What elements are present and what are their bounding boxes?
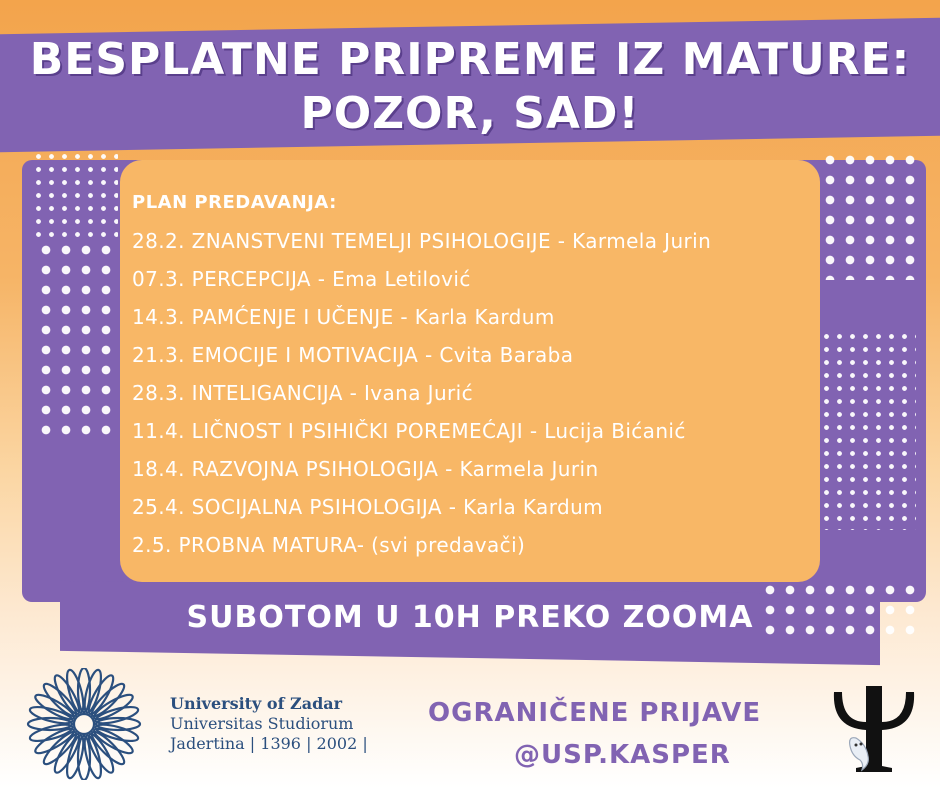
- lecture-item: 14.3. PAMĆENJE I UČENJE - Karla Kardum: [132, 305, 555, 329]
- instagram-handle[interactable]: @USP.KASPER: [514, 740, 731, 770]
- dots-left: [36, 240, 116, 440]
- title-line-2: POZOR, SAD!: [300, 88, 640, 139]
- lecture-item: 11.4. LIČNOST I PSIHIČKI POREMEĆAJI - Lucija Bićanić: [132, 419, 686, 443]
- lecture-list: [132, 226, 711, 568]
- lecture-plan-panel: [120, 160, 820, 582]
- university-name: University of Zadar: [170, 694, 343, 713]
- plan-heading: PLAN PREDAVANJA:: [132, 192, 337, 213]
- lecture-item: 25.4. SOCIJALNA PSIHOLOGIJA - Karla Kardum: [132, 495, 604, 519]
- lecture-item: 28.3. INTELIGANCIJA - Ivana Jurić: [132, 381, 473, 405]
- lecture-item: 18.4. RAZVOJNA PSIHOLOGIJA - Karmela Jurin: [132, 457, 599, 481]
- schedule-text: SUBOTOM U 10H PREKO ZOOMA: [186, 600, 754, 635]
- title-line-1: BESPLATNE PRIPREME IZ MATURE:: [29, 34, 911, 85]
- university-latin: Universitas Studiorum: [170, 714, 354, 733]
- lecture-item: 21.3. EMOCIJE I MOTIVACIJA - Cvita Baraba: [132, 343, 574, 367]
- university-years: Jadertina | 1396 | 2002 |: [170, 734, 368, 753]
- limited-registrations: OGRANIČENE PRIJAVE: [428, 698, 762, 728]
- university-name-block: [170, 694, 368, 754]
- sunburst-logo-icon: [14, 668, 154, 780]
- lecture-item: 07.3. PERCEPCIJA - Ema Letilović: [132, 267, 471, 291]
- lecture-item: 28.2. ZNANSTVENI TEMELJI PSIHOLOGIJE - Karmela Jurin: [132, 229, 712, 253]
- psi-ghost-logo-icon: [826, 678, 922, 774]
- dots-left-small: [32, 150, 118, 240]
- dots-right-lower: [820, 330, 916, 530]
- lecture-item: 2.5. PROBNA MATURA- (svi predavači): [132, 533, 526, 557]
- dots-right: [820, 150, 920, 280]
